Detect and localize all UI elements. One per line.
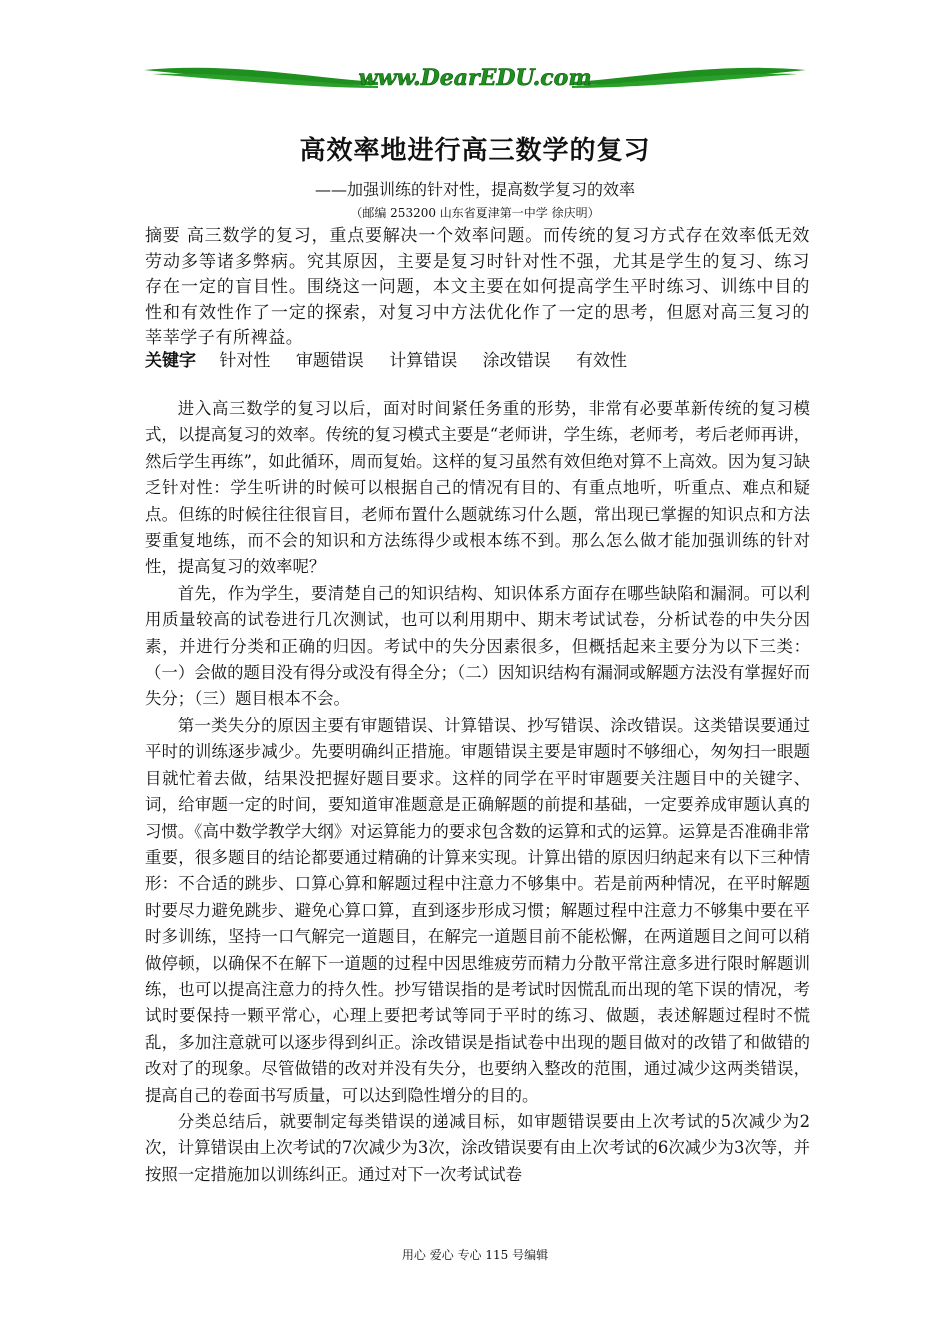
keyword-item: 有效性 — [576, 351, 628, 371]
author-line: （邮编 253200 山东省夏津第一中学 徐庆明） — [350, 206, 600, 220]
keyword-item: 计算错误 — [389, 351, 458, 371]
keywords-section — [145, 348, 810, 374]
site-url-text: www.DearEDU.com — [358, 65, 592, 91]
keyword-item: 涂改错误 — [482, 351, 551, 371]
keywords-label: 关键字 — [145, 351, 196, 371]
keyword-item: 审题错误 — [295, 351, 364, 371]
abstract-text: 高三数学的复习，重点要解决一个效率问题。而传统的复习方式存在效率低无效劳动多等诸多弊病。究其原因，主要是复习时针对性不强，尤其是学生的复习、练习存在一定的盲目性。围绕这一问题，本文主要在如何提高学生平时练习、训练中目的性和有效性作了一定的探索，对复习中方法优化作了一定的思考，但愿对高三复习的莘莘学子有所裨益。 — [145, 226, 810, 349]
article-body — [145, 396, 810, 1188]
abstract-section — [145, 224, 810, 352]
article-subtitle: ——加强训练的针对性，提高数学复习的效率 — [314, 180, 635, 199]
keyword-item: 针对性 — [219, 351, 271, 371]
abstract-label: 摘要 — [145, 226, 181, 246]
body-paragraph: 首先，作为学生，要清楚自己的知识结构、知识体系方面存在哪些缺陷和漏洞。可以利用质量较高的试卷进行几次测试，也可以利用期中、期末考试试卷，分析试卷的中失分因素，并进行分类和正确的归因。考试中的失分因素很多，但概括起来主要分为以下三类：（一）会做的题目没有得分或没有得全分；（二）因知识结构有漏洞或解题方法没有掌握好而失分；（三）题目根本不会。 — [145, 583, 810, 709]
site-header-banner — [142, 58, 808, 98]
page-footer: 用心 爱心 专心 115 号编辑 — [401, 1248, 549, 1262]
body-paragraph: 第一类失分的原因主要有审题错误、计算错误、抄写错误、涂改错误。这类错误要通过平时的训练逐步减少。先要明确纠正措施。审题错误主要是审题时不够细心，匆匆扫一眼题目就忙着去做，结果没把握好题目要求。这样的同学在平时审题要关注题目中的关键字、词，给审题一定的时间，要知道审准题意是正确解题的前提和基础，一定要养成审题认真的习惯。《高中数学教学大纲》对运算能力的要求包含数的运算和式的运算。运算是否准确非常重要，很多题目的结论都要通过精确的计算来实现。计算出错的原因归纳起来有以下三种情形：不合适的跳步、口算心算和解题过程中注意力不够集中。若是前两种情况，在平时解题时要尽力避免跳步、避免心算口算，直到逐步形成习惯；解题过程中注意力不够集中要在平时多训练，坚持一口气解完一道题目，在解完一道题目前不能松懈，在两道题目之间可以稍做停顿，以确保不在解下一道题的过程中因思维疲劳而精力分散平常注意多进行限时解题训练，也可以提高注意力的持久性。抄写错误指的是考试时因慌乱而出现的笔下误的情况，考试时要保持一颗平常心，心理上要把考试等同于平时的练习、做题，表述解题过程时不慌乱，多加注意就可以逐步得到纠正。涂改错误是指试卷中出现的题目做对的改错了和做错的改对了的现象。尽管做错的改对并没有失分，也要纳入整改的范围，通过减少这两类错误，提高自己的卷面书写质量，可以达到隐性增分的目的。 — [145, 715, 810, 1105]
leaf-swoosh-logo — [142, 58, 808, 98]
article-title: 高效率地进行高三数学的复习 — [299, 136, 651, 166]
body-paragraph: 进入高三数学的复习以后，面对时间紧任务重的形势，非常有必要革新传统的复习模式，以提高复习的效率。传统的复习模式主要是“老师讲，学生练，老师考，考后老师再讲，然后学生再练”，如此循环，周而复始。这样的复习虽然有效但绝对算不上高效。因为复习缺乏针对性：学生听讲的时候可以根据自己的情况有目的、有重点地听，听重点、难点和疑点。但练的时候往往很盲目，老师布置什么题就练习什么题，常出现已掌握的知识点和方法要重复地练，而不会的知识和方法练得少或根本练不到。那么怎么做才能加强训练的针对性，提高复习的效率呢？ — [145, 399, 810, 577]
body-paragraph: 分类总结后，就要制定每类错误的递减目标，如审题错误要由上次考试的5次减少为2次，计算错误由上次考试的7次减少为3次，涂改错误要有由上次考试的6次减少为3次等，并按照一定措施加以训练纠正。通过对下一次考试试卷 — [145, 1111, 810, 1184]
